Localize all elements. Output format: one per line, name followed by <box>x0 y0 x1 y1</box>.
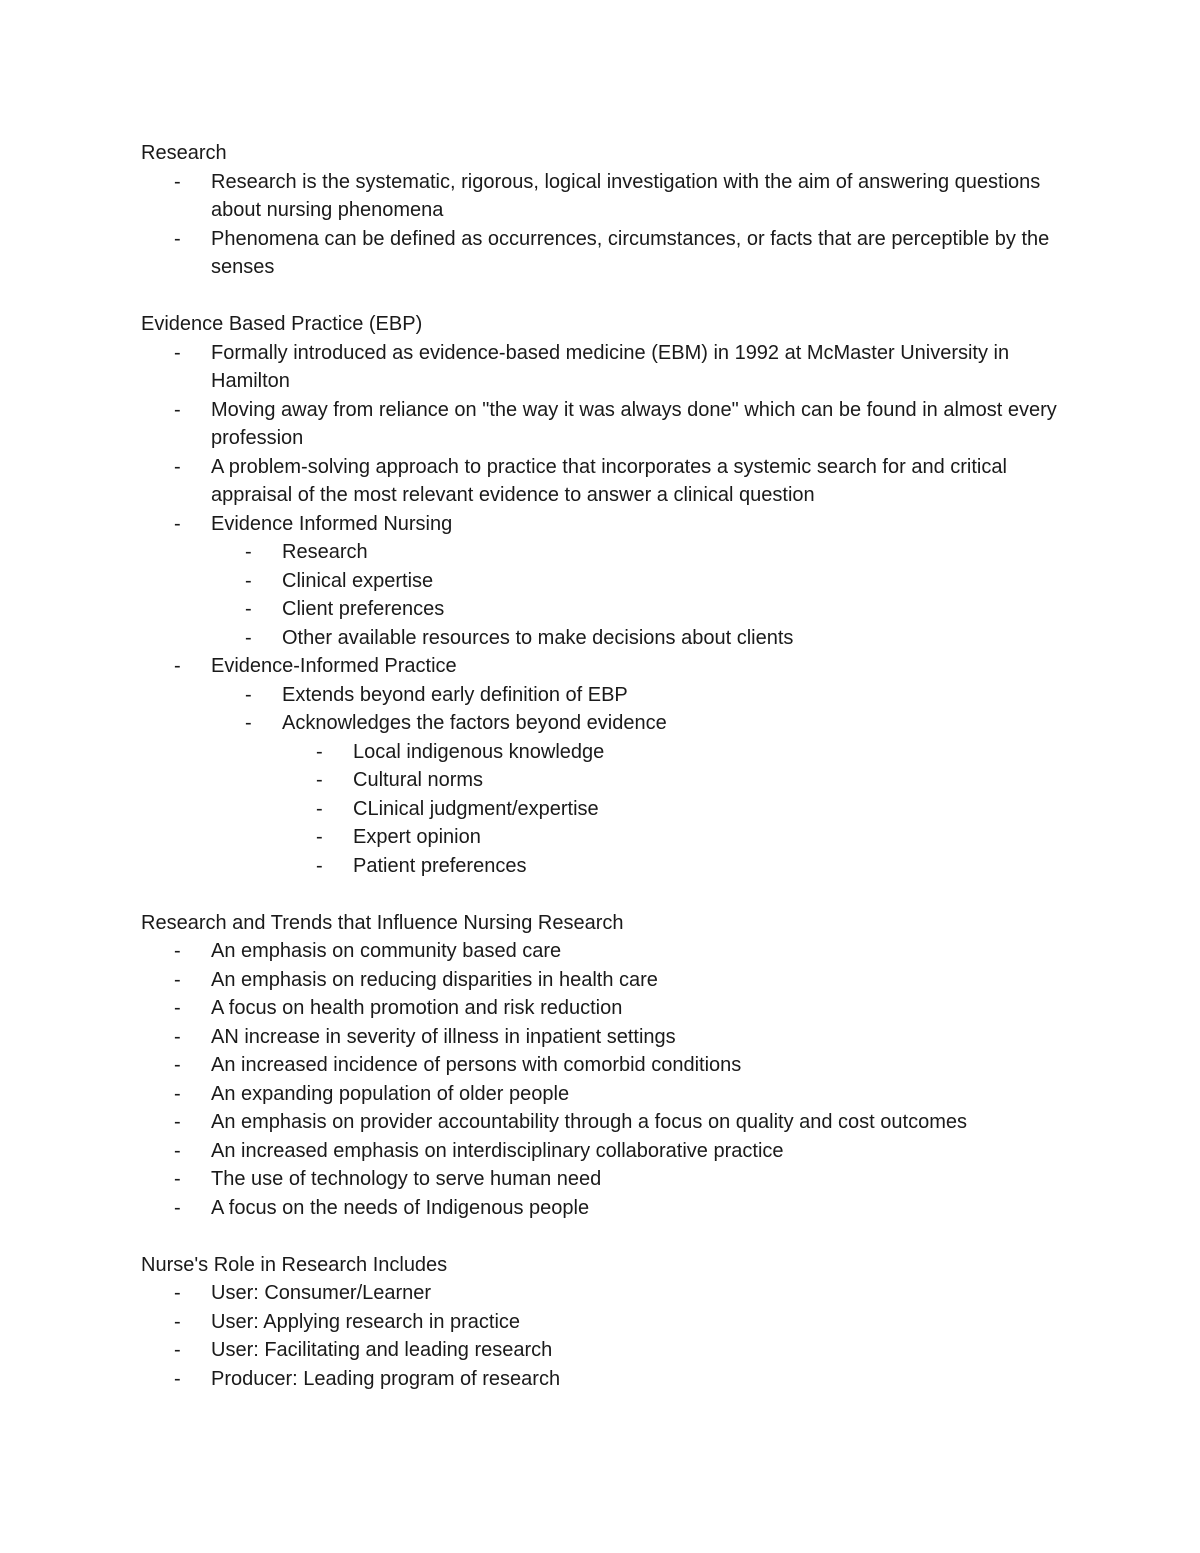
list-item-text: A problem-solving approach to practice that incorporates a systemic search for and critical appraisal of the most relevant evidence to answer a clinical question <box>211 455 1007 506</box>
list-item-text: Producer: Leading program of research <box>211 1367 561 1390</box>
bullet-list <box>141 339 1071 881</box>
list-item <box>283 852 1071 881</box>
list-item <box>141 453 1071 510</box>
section <box>141 310 1071 880</box>
list-item-text: Research <box>282 541 368 563</box>
dash-bullet: - <box>316 797 323 820</box>
dash-bullet: - <box>245 712 252 734</box>
list-item <box>141 1137 1071 1166</box>
list-item <box>283 795 1071 824</box>
bullet-list <box>283 738 1071 881</box>
list-item-text: An increased incidence of persons with comorbid conditions <box>211 1054 742 1076</box>
list-item-text: An emphasis on community based care <box>211 940 562 962</box>
list-item-text: Evidence-Informed Practice <box>211 655 457 677</box>
list-item <box>141 1080 1071 1109</box>
list-item-text: Moving away from reliance on "the way it was always done" which can be found in almost every profession <box>211 398 1057 449</box>
list-item-text: The use of technology to serve human need <box>211 1168 602 1190</box>
bullet-list <box>212 538 1071 652</box>
list-item <box>141 225 1071 282</box>
dash-bullet: - <box>174 1054 181 1076</box>
dash-bullet: - <box>174 170 181 193</box>
bullet-list <box>141 168 1071 282</box>
list-item <box>141 1308 1071 1337</box>
list-item-text: Client preferences <box>282 598 445 620</box>
list-item-text: Local indigenous knowledge <box>353 740 605 763</box>
dash-bullet: - <box>174 1082 181 1105</box>
list-item <box>212 538 1071 567</box>
dash-bullet: - <box>174 1367 181 1390</box>
list-item <box>141 1108 1071 1137</box>
list-item <box>141 994 1071 1023</box>
dash-bullet: - <box>316 826 323 848</box>
list-item <box>141 937 1071 966</box>
dash-bullet: - <box>174 1282 181 1304</box>
section <box>141 139 1071 282</box>
list-item-text: An increased emphasis on interdisciplinary collaborative practice <box>211 1139 784 1162</box>
dash-bullet: - <box>174 997 181 1019</box>
dash-bullet: - <box>316 740 323 763</box>
dash-bullet: - <box>174 341 181 364</box>
section-heading: Research and Trends that Influence Nursing Research <box>141 911 624 934</box>
list-item-text: An emphasis on reducing disparities in health care <box>211 968 658 991</box>
dash-bullet: - <box>174 455 181 478</box>
list-item <box>283 766 1071 795</box>
bullet-list <box>141 1279 1071 1393</box>
dash-bullet: - <box>174 1025 181 1048</box>
bullet-list <box>212 681 1071 881</box>
list-item-text: Patient preferences <box>353 854 527 877</box>
dash-bullet: - <box>174 1196 181 1219</box>
dash-bullet: - <box>174 512 181 535</box>
section-heading: Research <box>141 142 227 164</box>
dash-bullet: - <box>245 598 252 620</box>
dash-bullet: - <box>174 1339 181 1361</box>
list-item-text: Phenomena can be defined as occurrences, circumstances, or facts that are perceptible by the senses <box>211 227 1050 278</box>
dash-bullet: - <box>174 1111 181 1133</box>
dash-bullet: - <box>245 626 252 649</box>
section <box>141 909 1071 1223</box>
list-item <box>141 1165 1071 1194</box>
list-item-text: Research is the systematic, rigorous, logical investigation with the aim of answering questions about nursing phenomena <box>211 170 1041 221</box>
list-item-text: Extends beyond early definition of EBP <box>282 683 628 706</box>
list-item <box>141 339 1071 396</box>
list-item-text: User: Consumer/Learner <box>211 1282 432 1304</box>
dash-bullet: - <box>174 968 181 991</box>
list-item <box>141 1365 1071 1394</box>
list-item <box>141 396 1071 453</box>
section-heading: Nurse's Role in Research Includes <box>141 1253 448 1276</box>
list-item <box>212 567 1071 596</box>
dash-bullet: - <box>316 769 323 791</box>
dash-bullet: - <box>174 227 181 250</box>
list-item <box>141 652 1071 880</box>
list-item-text: Cultural norms <box>353 769 484 791</box>
list-item <box>141 1279 1071 1308</box>
list-item-text: A focus on health promotion and risk reduction <box>211 997 623 1019</box>
list-item <box>212 595 1071 624</box>
list-item-text: Formally introduced as evidence-based medicine (EBM) in 1992 at McMaster University in Hamilton <box>211 341 1010 392</box>
dash-bullet: - <box>174 655 181 677</box>
list-item-text: Clinical expertise <box>282 569 434 592</box>
list-item <box>141 168 1071 225</box>
list-item-text: Other available resources to make decisions about clients <box>282 626 794 649</box>
list-item <box>141 966 1071 995</box>
list-item <box>141 1051 1071 1080</box>
list-item <box>141 1336 1071 1365</box>
dash-bullet: - <box>245 683 252 706</box>
list-item-text: A focus on the needs of Indigenous people <box>211 1196 590 1219</box>
bullet-list <box>141 937 1071 1222</box>
list-item-text: Acknowledges the factors beyond evidence <box>282 712 667 734</box>
list-item-text: An emphasis on provider accountability through a focus on quality and cost outcomes <box>211 1111 967 1133</box>
list-item <box>283 823 1071 852</box>
list-item <box>212 709 1071 880</box>
list-item-text: User: Applying research in practice <box>211 1310 521 1333</box>
list-item-text: An expanding population of older people <box>211 1082 570 1105</box>
list-item <box>212 681 1071 710</box>
list-item-text: AN increase in severity of illness in inpatient settings <box>211 1025 676 1048</box>
dash-bullet: - <box>245 541 252 563</box>
dash-bullet: - <box>174 1168 181 1190</box>
section-heading: Evidence Based Practice (EBP) <box>141 313 423 335</box>
list-item <box>141 1023 1071 1052</box>
list-item <box>212 624 1071 653</box>
dash-bullet: - <box>174 398 181 421</box>
list-item <box>283 738 1071 767</box>
section <box>141 1251 1071 1394</box>
dash-bullet: - <box>316 854 323 877</box>
list-item <box>141 510 1071 653</box>
document-body <box>141 139 1071 1422</box>
list-item <box>141 1194 1071 1223</box>
list-item-text: CLinical judgment/expertise <box>353 797 599 820</box>
dash-bullet: - <box>174 1139 181 1162</box>
dash-bullet: - <box>245 569 252 592</box>
list-item-text: Expert opinion <box>353 826 481 848</box>
list-item-text: User: Facilitating and leading research <box>211 1339 553 1361</box>
dash-bullet: - <box>174 940 181 962</box>
list-item-text: Evidence Informed Nursing <box>211 512 453 535</box>
dash-bullet: - <box>174 1310 181 1333</box>
